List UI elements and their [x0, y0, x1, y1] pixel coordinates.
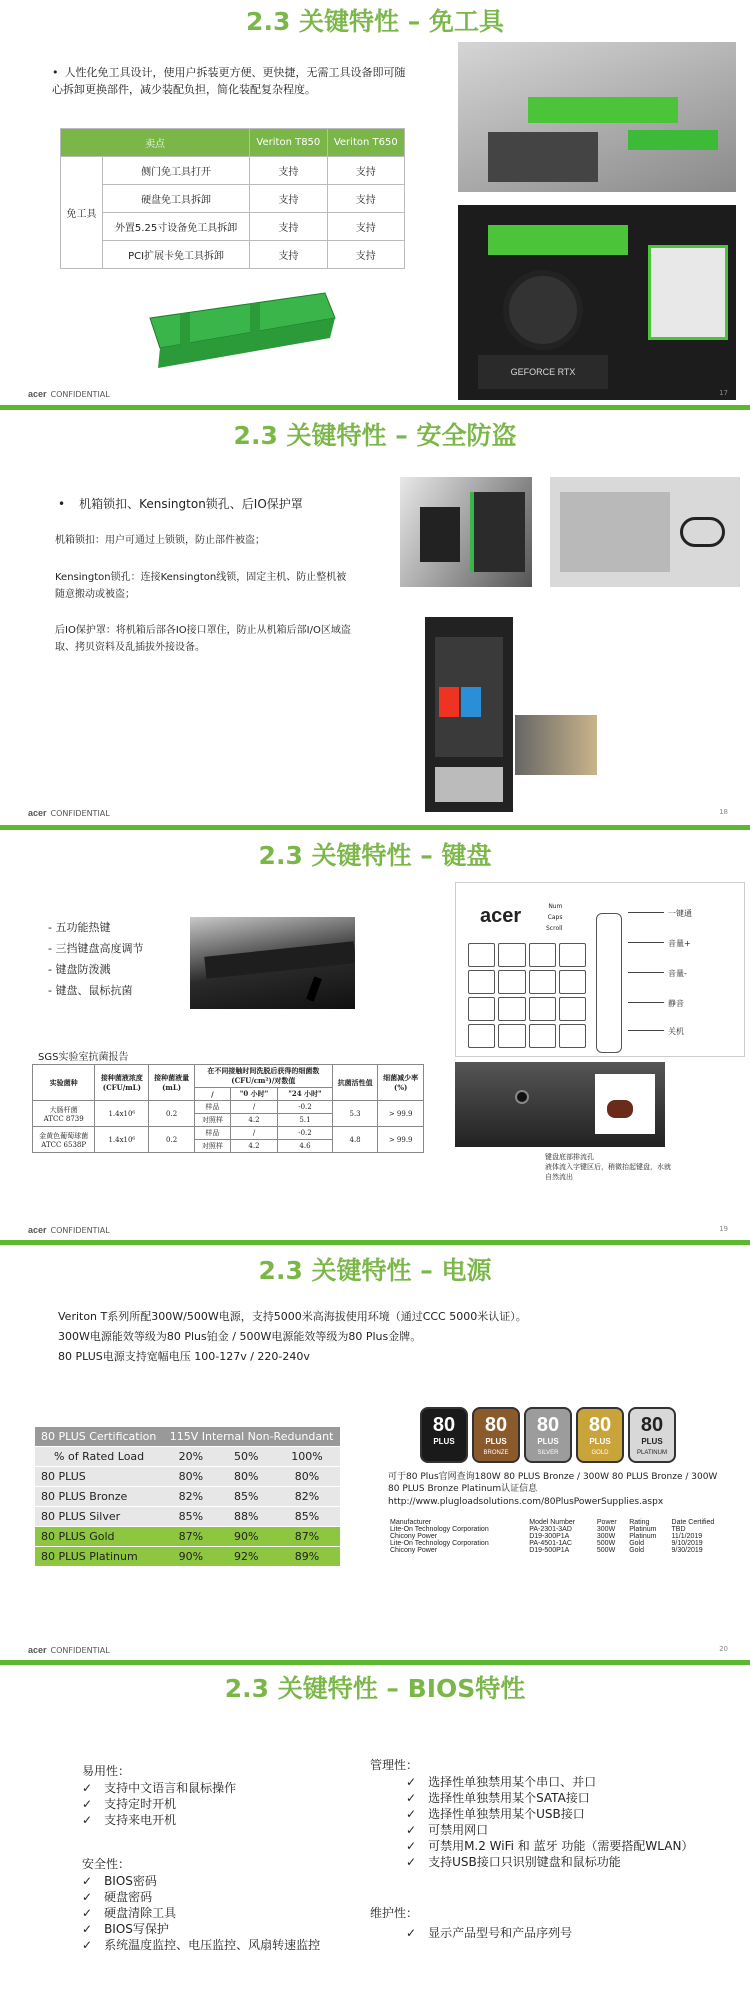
- table-cell: 支持: [250, 157, 327, 185]
- table-cell: 300W: [596, 1533, 616, 1540]
- table-cell: 支持: [327, 157, 404, 185]
- case-interior-photo: [458, 42, 736, 192]
- slide-divider: [0, 1240, 750, 1245]
- bullet-text: • 机箱锁扣、Kensington锁孔、后IO保护罩: [58, 497, 303, 511]
- table-cell: 支持: [250, 241, 327, 269]
- table-cell: 4.6: [278, 1140, 333, 1153]
- footer: acer CONFIDENTIAL: [28, 1645, 110, 1655]
- table-cell: 80 PLUS Gold: [35, 1527, 163, 1547]
- list-item: ✓ 硬盘密码: [82, 1889, 320, 1905]
- paragraph: Kensington锁孔：连接Kensington线锁，固定主机、防止整机被随意搬动或被盗；: [55, 572, 347, 600]
- table-cell: 1.4x10⁶: [95, 1127, 149, 1153]
- cert-table: [388, 1519, 733, 1554]
- footer: acer CONFIDENTIAL: [28, 1225, 110, 1235]
- table-cell: PCI扩展卡免工具拆卸: [103, 241, 250, 269]
- table-cell: PA-2301-3AD: [529, 1526, 572, 1533]
- slide-security: [0, 412, 750, 827]
- badge-tier: PLATINUM: [637, 1450, 667, 1456]
- table-header: Model Number: [529, 1519, 576, 1526]
- table-cell: 92%: [219, 1547, 274, 1567]
- badge-number: 80: [588, 1414, 612, 1436]
- io-cover-closeup-photo: [515, 715, 597, 775]
- table-cell: 1.4x10⁶: [95, 1101, 149, 1127]
- table-cell: 大肠杆菌 ATCC 8739: [33, 1101, 95, 1127]
- badge-tier: GOLD: [591, 1450, 609, 1456]
- slide-keyboard: [0, 832, 750, 1242]
- table-cell: 500W: [596, 1547, 616, 1554]
- table-cell: 外置5.25寸设备免工具拆卸: [103, 213, 250, 241]
- hotkey-label: 音量+: [668, 939, 691, 948]
- badge-plus: PLUS: [433, 1437, 455, 1446]
- table-group: 免工具: [61, 157, 103, 269]
- table-cell: 5.1: [278, 1114, 333, 1127]
- table-cell: Lite-On Technology Corporation: [390, 1540, 489, 1547]
- table-cell: Platinum: [629, 1533, 657, 1540]
- chassis-lock-photo: [400, 477, 532, 587]
- keyboard-drain-photo: [455, 1062, 665, 1147]
- table-cell: 0.2: [149, 1127, 195, 1153]
- table-header: Date Certified: [671, 1519, 715, 1526]
- table-subheader: "0 小时": [230, 1088, 277, 1101]
- group-label: 维护性：: [370, 1906, 419, 1920]
- table-cell: D19-500P1A: [529, 1547, 570, 1554]
- table-cell: 80 PLUS Bronze: [35, 1487, 163, 1507]
- slide-title: 2.3 关键特性 – BIOS特性: [224, 1674, 526, 1703]
- badge-number: 80: [640, 1414, 664, 1436]
- table-cell: 85%: [163, 1507, 218, 1527]
- table-cell: 80 PLUS: [35, 1467, 163, 1487]
- table-cell: 硬盘免工具拆卸: [103, 185, 250, 213]
- footer: acer CONFIDENTIAL: [28, 808, 110, 818]
- list-item: ✓ 可禁用网口: [406, 1822, 693, 1838]
- table-cell: > 99.9: [378, 1127, 424, 1153]
- table-cell: 82%: [163, 1487, 218, 1507]
- page-number: 18: [719, 808, 728, 816]
- list-item: - 键盘防泼溅: [48, 963, 111, 976]
- badge-plus: PLUS: [485, 1437, 507, 1446]
- table-header: Veriton T850: [250, 129, 327, 157]
- badge-number: 80: [484, 1414, 508, 1436]
- table-cell: 支持: [327, 185, 404, 213]
- table-cell: 89%: [274, 1547, 340, 1567]
- acer-logo: acer: [28, 808, 47, 818]
- table-header: Rating: [629, 1519, 650, 1526]
- slide-title: 2.3 关键特性 – 免工具: [246, 7, 504, 36]
- table-cell: 5.3: [332, 1101, 378, 1127]
- bios-group-security: [82, 1855, 320, 1953]
- table-cell: 87%: [274, 1527, 340, 1547]
- list-item: ✓ 支持来电开机: [82, 1812, 236, 1828]
- keyboard-feature-list: [48, 917, 143, 1001]
- list-item: ✓ 系统温度监控、电压监控、风扇转速监控: [82, 1937, 320, 1953]
- badge-plus: PLUS: [537, 1437, 559, 1446]
- table-cell: 90%: [219, 1527, 274, 1547]
- table-cell: /: [230, 1127, 277, 1140]
- table-header: 在不同接触时间洗脱后获得的细菌数 (CFU/cm²)/对数值: [194, 1065, 332, 1088]
- table-cell: 4.8: [332, 1127, 378, 1153]
- badge-plus: PLUS: [589, 1437, 611, 1446]
- slide-title: 2.3 关键特性 – 键盘: [258, 841, 492, 870]
- table-cell: Lite-On Technology Corporation: [390, 1526, 489, 1533]
- table-cell: 对照样: [194, 1114, 230, 1127]
- list-item: - 键盘、鼠标抗菌: [48, 984, 133, 997]
- keyboard-logo: acer: [480, 905, 522, 927]
- badge-tier: BRONZE: [483, 1450, 509, 1456]
- gpu-label: GEFORCE RTX: [478, 355, 608, 389]
- badge-number: 80: [432, 1414, 456, 1436]
- slide-title: 2.3 关键特性 – 电源: [258, 1256, 492, 1285]
- green-drive-bracket-image: [140, 278, 340, 373]
- list-item: ✓ 支持定时开机: [82, 1796, 236, 1812]
- cert-note: 可于80 Plus官网查询180W 80 PLUS Bronze / 300W 80 PLUS Bronze / 300W 80 PLUS Bronze Platinum认证信息: [388, 1472, 718, 1494]
- table-cell: 80%: [163, 1467, 218, 1487]
- table-header: 接种菌液浓度 (CFU/mL): [95, 1065, 149, 1101]
- 80plus-badge: [628, 1407, 676, 1463]
- table-cell: 85%: [219, 1487, 274, 1507]
- hotkey-label: 关机: [668, 1027, 684, 1036]
- slide-power: [0, 1247, 750, 1662]
- table-cell: 90%: [163, 1547, 218, 1567]
- acer-logo: acer: [28, 389, 47, 399]
- table-cell: 对照样: [194, 1140, 230, 1153]
- slide-divider: [0, 825, 750, 830]
- cert-url: http://www.plugloadsolutions.com/80PlusPowerSupplies.aspx: [388, 1497, 664, 1507]
- led-label: Num: [548, 903, 563, 910]
- slide-divider: [0, 405, 750, 410]
- table-cell: 支持: [327, 213, 404, 241]
- table-cell: 9/30/2019: [671, 1547, 703, 1554]
- group-label: 安全性：: [82, 1857, 131, 1871]
- acer-logo: acer: [28, 1225, 47, 1235]
- 80plus-badge: [420, 1407, 468, 1463]
- desc-line: 300W电源能效等级为80 Plus铂金 / 500W电源能效等级为80 Plus金牌。: [58, 1330, 422, 1343]
- table-cell: 80 PLUS Platinum: [35, 1547, 163, 1567]
- bios-group-management: [370, 1756, 693, 1870]
- table-cell: 支持: [250, 185, 327, 213]
- table-cell: -0.2: [278, 1127, 333, 1140]
- rear-io-cover-photo: [425, 617, 513, 812]
- table-cell: Chicony Power: [390, 1533, 438, 1540]
- table-cell: Gold: [629, 1547, 644, 1554]
- slide-title: 2.3 关键特性 – 安全防盗: [233, 421, 517, 450]
- table-header: 卖点: [61, 129, 250, 157]
- list-item: ✓ 支持中文语言和鼠标操作: [82, 1780, 236, 1796]
- 80plus-badge: [524, 1407, 572, 1463]
- slide-divider: [0, 1660, 750, 1665]
- table-header: 抗菌活性值: [332, 1065, 378, 1101]
- list-item: - 五功能热键: [48, 921, 111, 934]
- desc-line: 80 PLUS电源支持宽幅电压 100-127v / 220-240v: [58, 1350, 310, 1363]
- group-label: 易用性：: [82, 1764, 131, 1778]
- table-header: 115V Internal Non-Redundant: [163, 1427, 340, 1447]
- paragraph: 机箱锁扣：用户可通过上锁锁，防止部件被盗；: [55, 535, 265, 546]
- list-item: ✓ 显示产品型号和产品序列号: [406, 1925, 572, 1941]
- desc-line: Veriton T系列所配300W/500W电源，支持5000米高海拔使用环境（通过CCC 5000米认证）。: [58, 1310, 527, 1323]
- table-header: Power: [596, 1519, 617, 1526]
- power-desc: [58, 1307, 527, 1367]
- led-label: Scroll: [546, 925, 563, 932]
- paragraph: 后IO保护罩：将机箱后部各IO接口罩住，防止从机箱后部I/O区域盗取、拷贝资料及乱插拔外接设备。: [55, 625, 351, 653]
- table-header: 实验菌种: [33, 1065, 95, 1101]
- table-cell: 样品: [194, 1127, 230, 1140]
- hotkey-label: 静音: [668, 999, 684, 1008]
- list-item: ✓ 选择性单独禁用某个串口、并口: [406, 1774, 693, 1790]
- table-cell: 支持: [327, 241, 404, 269]
- table-cell: Platinum: [629, 1526, 657, 1533]
- 80plus-efficiency-table: [35, 1427, 340, 1567]
- table-cell: 80%: [219, 1467, 274, 1487]
- table-subheader: /: [194, 1088, 230, 1101]
- table-cell: Chicony Power: [390, 1547, 438, 1554]
- sgs-antibacterial-table: [32, 1064, 424, 1153]
- table-header: 接种菌液量 (mL): [149, 1065, 195, 1101]
- keyboard-tilt-photo: [190, 917, 355, 1009]
- table-header: 细菌减少率 (%): [378, 1065, 424, 1101]
- list-item: ✓ 可禁用M.2 WiFi 和 蓝牙 功能（需要搭配WLAN）: [406, 1838, 693, 1854]
- table-header: Manufacturer: [390, 1519, 432, 1526]
- table-cell: 82%: [274, 1487, 340, 1507]
- table-cell: 4.2: [230, 1114, 277, 1127]
- 80plus-badge: [472, 1407, 520, 1463]
- table-cell: 金黄色葡萄球菌 ATCC 6538P: [33, 1127, 95, 1153]
- keyboard-hotkey-diagram: [455, 882, 745, 1057]
- table-cell: 侧门免工具打开: [103, 157, 250, 185]
- 80plus-badge: [576, 1407, 624, 1463]
- acer-logo: acer: [28, 1645, 47, 1655]
- feature-table: [60, 128, 405, 269]
- table-cell: Gold: [629, 1540, 644, 1547]
- list-item: ✓ BIOS密码: [82, 1873, 320, 1889]
- table-cell: 4.2: [230, 1140, 277, 1153]
- list-item: ✓ 选择性单独禁用某个SATA接口: [406, 1790, 693, 1806]
- table-subheader: "24 小时": [278, 1088, 333, 1101]
- table-cell: -0.2: [278, 1101, 333, 1114]
- table-cell: 500W: [596, 1540, 616, 1547]
- table-header: 80 PLUS Certification: [35, 1427, 163, 1447]
- page-number: 19: [719, 1225, 728, 1233]
- 80plus-badges: [420, 1407, 680, 1463]
- footer: acer CONFIDENTIAL: [28, 389, 110, 399]
- led-label: Caps: [547, 914, 563, 921]
- table-cell: 样品: [194, 1101, 230, 1114]
- table-cell: TBD: [671, 1526, 686, 1533]
- table-subheader: 50%: [219, 1447, 274, 1467]
- hotkey-label: 音量-: [668, 969, 687, 978]
- list-item: ✓ BIOS写保护: [82, 1921, 320, 1937]
- page-number: 17: [719, 389, 728, 397]
- bios-group-usability: [82, 1762, 236, 1828]
- table-cell: 85%: [274, 1507, 340, 1527]
- table-cell: 80%: [274, 1467, 340, 1487]
- motherboard-photo: [458, 205, 736, 400]
- bios-group-maintenance: [370, 1904, 572, 1941]
- kensington-lock-photo: [550, 477, 740, 587]
- badge-plus: PLUS: [641, 1437, 663, 1446]
- hotkey-label: 一键通: [668, 909, 692, 918]
- table-cell: 11/1/2019: [671, 1533, 703, 1540]
- list-item: ✓ 选择性单独禁用某个USB接口: [406, 1806, 693, 1822]
- table-subheader: % of Rated Load: [35, 1447, 163, 1467]
- list-item: ✓ 支持USB接口只识别键盘和鼠标功能: [406, 1854, 693, 1870]
- list-item: ✓ 硬盘清除工具: [82, 1905, 320, 1921]
- table-subheader: 20%: [163, 1447, 218, 1467]
- badge-tier: SILVER: [537, 1450, 559, 1456]
- drain-note: 键盘底部排流孔 液体流入字键区后，稍微抬起键盘，水就自然流出: [545, 1153, 671, 1181]
- table-cell: 0.2: [149, 1101, 195, 1127]
- slide-bios: [0, 1667, 750, 2014]
- table-cell: /: [230, 1101, 277, 1114]
- table-header: Veriton T650: [327, 129, 404, 157]
- sgs-title: SGS实验室抗菌报告: [38, 1052, 129, 1063]
- table-cell: 9/10/2019: [671, 1540, 703, 1547]
- table-subheader: 100%: [274, 1447, 340, 1467]
- table-cell: D19-300P1A: [529, 1533, 570, 1540]
- group-label: 管理性：: [370, 1758, 419, 1772]
- list-item: - 三挡键盘高度调节: [48, 942, 144, 955]
- page-number: 20: [719, 1645, 728, 1653]
- table-cell: PA-4501-1AC: [529, 1540, 572, 1547]
- slide-tool-free: [0, 0, 750, 410]
- table-cell: 300W: [596, 1526, 616, 1533]
- table-cell: 88%: [219, 1507, 274, 1527]
- table-cell: > 99.9: [378, 1101, 424, 1127]
- bullet-text: • 人性化免工具设计，使用户拆装更方便、更快捷，无需工具设备即可随心拆卸更换部件，减少装配负担，简化装配复杂程度。: [52, 66, 406, 96]
- table-cell: 87%: [163, 1527, 218, 1547]
- badge-number: 80: [536, 1414, 560, 1436]
- table-cell: 支持: [250, 213, 327, 241]
- table-cell: 80 PLUS Silver: [35, 1507, 163, 1527]
